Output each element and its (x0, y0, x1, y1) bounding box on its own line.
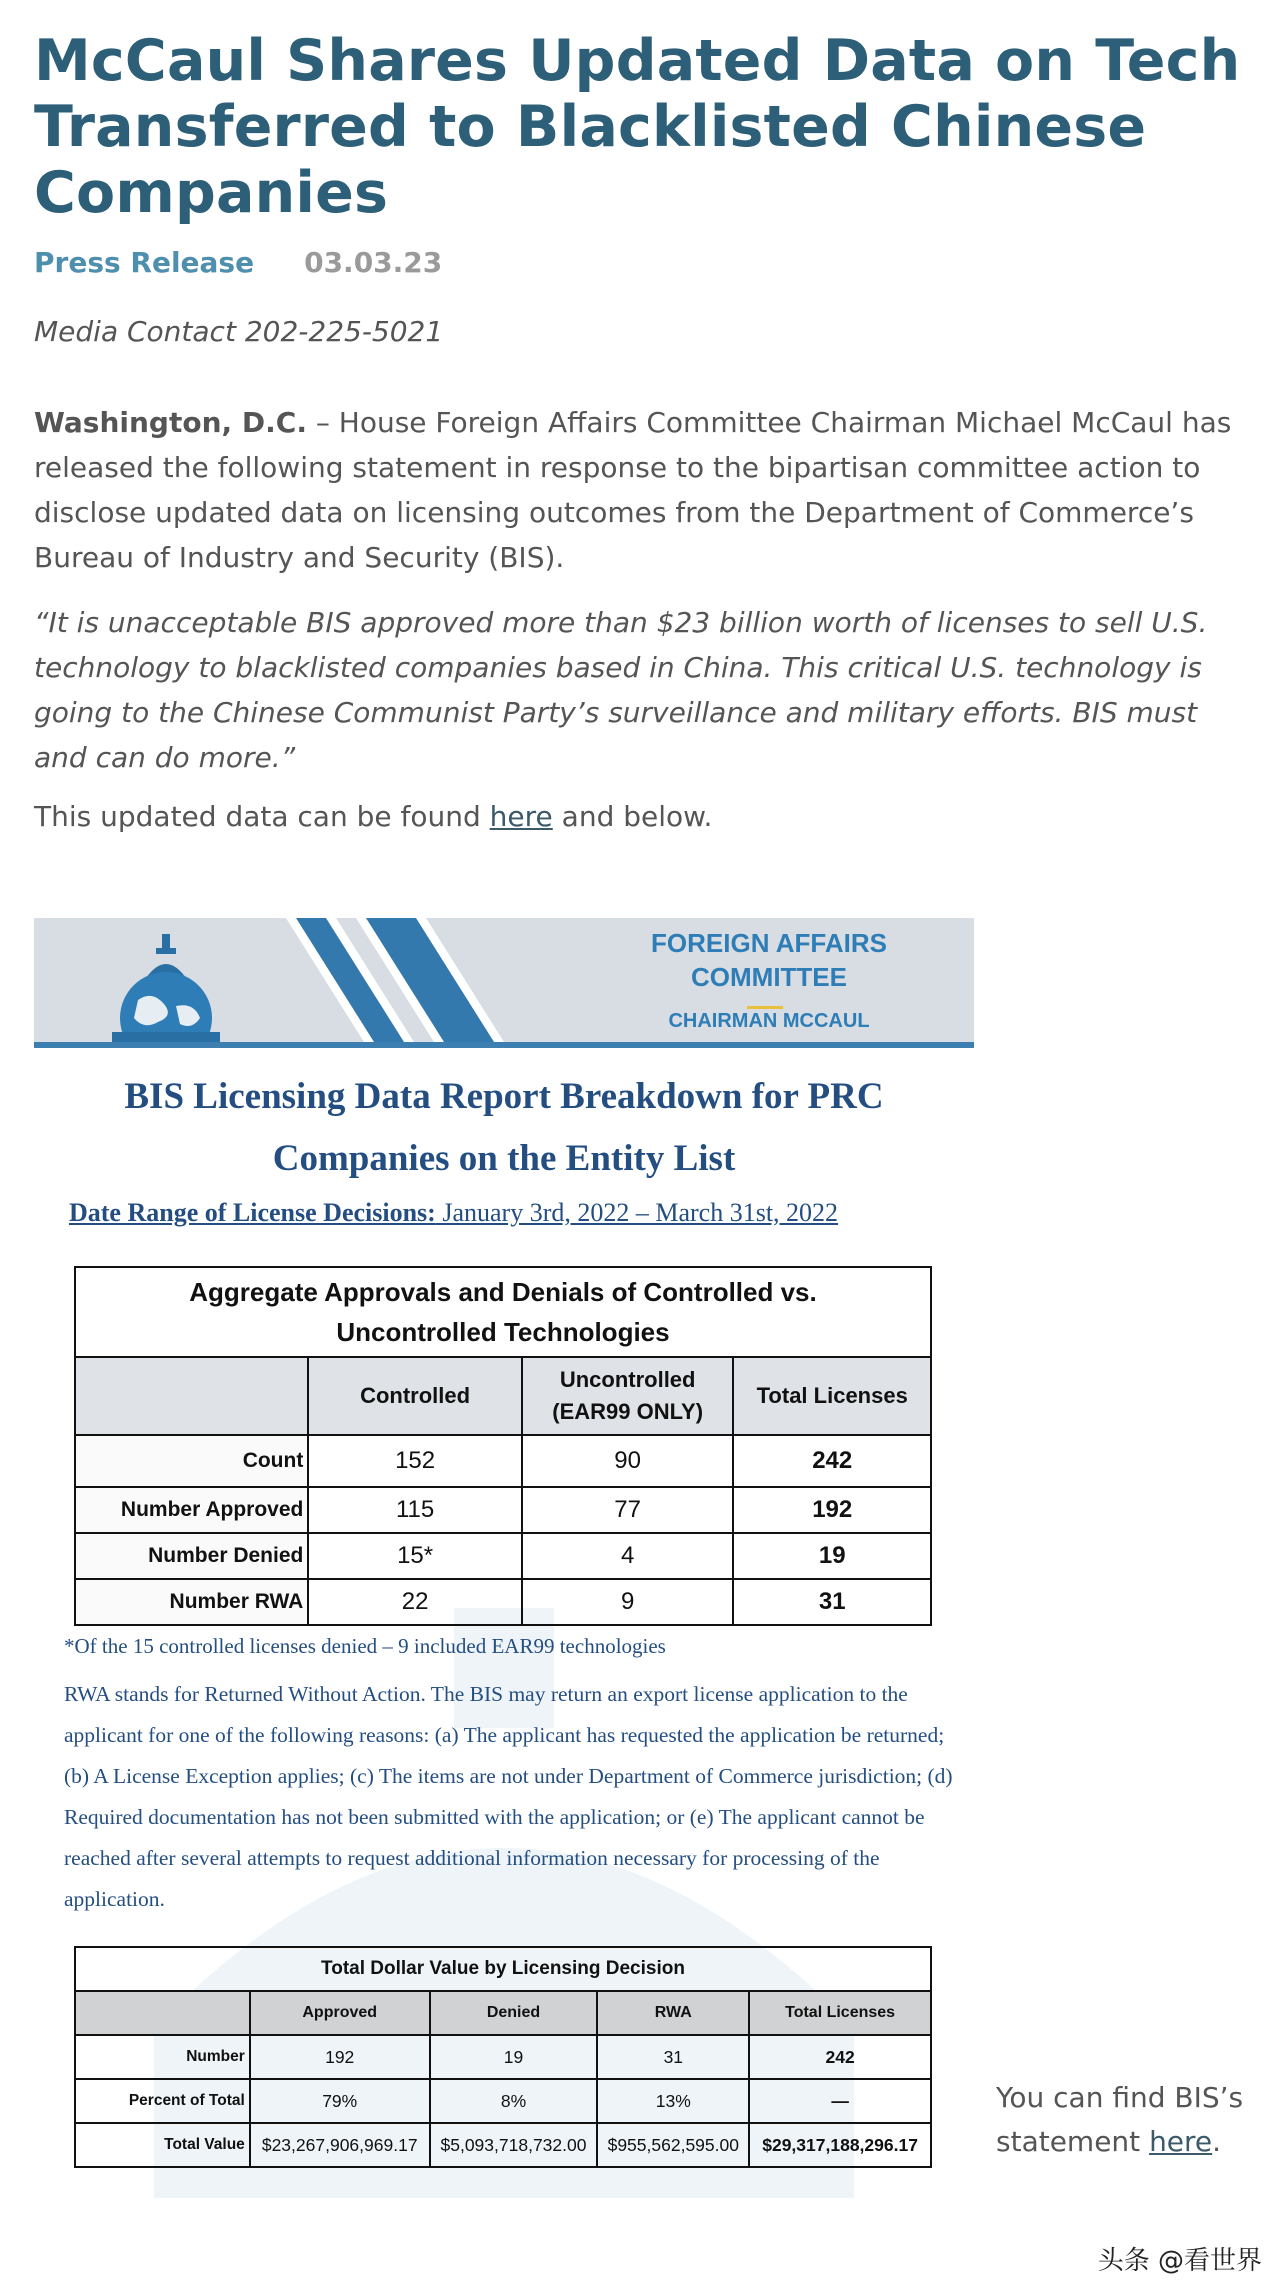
gold-divider (747, 1006, 783, 1009)
header-line: (EAR99 ONLY) (552, 1399, 704, 1424)
committee-name (574, 926, 964, 994)
data-link-suffix: and below. (552, 800, 713, 833)
bis-statement-prefix: You can find BIS’s statement (996, 2081, 1244, 2158)
media-contact: Media Contact 202-225-5021 (34, 315, 444, 348)
table-cell: 4 (522, 1533, 734, 1579)
lead-text: – House Foreign Affairs Committee Chairman Michael McCaul has released the following statement in response to the bipartisan committee action to disclose updated data on licensing outcomes from the Department of Commerce’s Bureau of Industry and Security (BIS). (34, 406, 1232, 574)
table-cell: 19 (430, 2035, 598, 2079)
bis-here-link[interactable]: here (1149, 2125, 1213, 2158)
row-label: Number RWA (75, 1579, 308, 1625)
bis-statement-suffix: . (1212, 2125, 1222, 2158)
table-cell: $5,093,718,732.00 (430, 2123, 598, 2167)
table-cell: 19 (733, 1533, 931, 1579)
footnote: *Of the 15 controlled licenses denied – 9 included EAR99 technologies (64, 1634, 666, 1658)
table-cell: $23,267,906,969.17 (250, 2123, 430, 2167)
table-header: Total Licenses (733, 1357, 931, 1435)
row-label: Total Value (75, 2123, 250, 2167)
article (34, 28, 1244, 833)
table-cell: 90 (522, 1435, 734, 1487)
report-title-line2: Companies on the Entity List (272, 1138, 736, 1179)
table-header: Total Licenses (749, 1991, 931, 2035)
table-header: RWA (597, 1991, 749, 2035)
table-row (75, 1579, 931, 1625)
table-row (75, 1487, 931, 1533)
table-caption-line1: Aggregate Approvals and Denials of Controlled vs. (189, 1277, 817, 1307)
table-cell: 8% (430, 2079, 598, 2123)
row-label: Number (75, 2035, 250, 2079)
date-range-value: January 3rd, 2022 – March 31st, 2022 (435, 1198, 839, 1227)
date-range (69, 1198, 838, 1228)
table-cell: 9 (522, 1579, 734, 1625)
quote-paragraph: “It is unacceptable BIS approved more than $23 billion worth of licenses to sell U.S. technology to blacklisted companies based in China. This critical U.S. technology is going to the Chinese Communist Party’s surveillance and military efforts. BIS must and can do more.” (34, 606, 1208, 774)
table-caption (75, 1267, 931, 1357)
committee-banner (34, 918, 974, 1048)
bis-statement-paragraph (996, 2076, 1266, 2164)
table-row (75, 2035, 931, 2079)
data-here-link[interactable]: here (489, 800, 553, 833)
table-cell: 79% (250, 2079, 430, 2123)
lead-paragraph (34, 400, 1234, 580)
corner-watermark: 头条 @看世界 (1097, 2246, 1262, 2276)
table-row (75, 2079, 931, 2123)
dateline: Washington, D.C. (34, 406, 307, 439)
header-line: Uncontrolled (559, 1367, 696, 1392)
table-cell: 115 (308, 1487, 522, 1533)
table-header (522, 1357, 734, 1435)
article-meta (34, 246, 1244, 279)
table-header: Denied (430, 1991, 598, 2035)
table-cell: 15* (308, 1533, 522, 1579)
table-caption: Total Dollar Value by Licensing Decision (75, 1947, 931, 1991)
row-label: Count (75, 1435, 308, 1487)
table-cell: 152 (308, 1435, 522, 1487)
table-cell: 242 (733, 1435, 931, 1487)
row-label: Number Denied (75, 1533, 308, 1579)
committee-name-line1: FOREIGN AFFAIRS (651, 928, 887, 958)
publish-date: 03.03.23 (304, 246, 443, 279)
page-title: McCaul Shares Updated Data on Tech Transferred to Blacklisted Chinese Companies (34, 28, 1241, 226)
table-row (75, 1533, 931, 1579)
table-row (75, 2123, 931, 2167)
table-cell: 242 (749, 2035, 931, 2079)
rwa-explanation: RWA stands for Returned Without Action. The BIS may return an export license application to the applicant for one of the following reasons: (a) The applicant has requested the application be returned; (b) A License Exception applies; (c) The items are not under Department of Commerce jurisdiction; (d) Required documentation has not been submitted with the application; or (e) The applicant cannot be reached after several attempts to request additional information necessary for processing of the application. (64, 1682, 953, 1911)
table-cell: — (749, 2079, 931, 2123)
dollar-value-table (74, 1946, 932, 2168)
table-cell: 22 (308, 1579, 522, 1625)
table-cell: $29,317,188,296.17 (749, 2123, 931, 2167)
report-title-line1: BIS Licensing Data Report Breakdown for PRC (124, 1076, 884, 1117)
table-header-blank (75, 1357, 308, 1435)
table-row (75, 1435, 931, 1487)
table-cell: 192 (733, 1487, 931, 1533)
table-cell: 31 (733, 1579, 931, 1625)
row-label: Number Approved (75, 1487, 308, 1533)
table-cell: 31 (597, 2035, 749, 2079)
approvals-denials-table (74, 1266, 932, 1626)
table-header: Controlled (308, 1357, 522, 1435)
table-caption-line2: Uncontrolled Technologies (336, 1317, 670, 1347)
row-label: Percent of Total (75, 2079, 250, 2123)
data-link-paragraph (34, 800, 1244, 833)
table-cell: $955,562,595.00 (597, 2123, 749, 2167)
report-image (34, 918, 974, 2208)
table-header: Approved (250, 1991, 430, 2035)
table-cell: 77 (522, 1487, 734, 1533)
table-cell: 192 (250, 2035, 430, 2079)
category-link[interactable]: Press Release (34, 246, 255, 279)
chairman-label: CHAIRMAN MCCAUL (668, 1010, 870, 1032)
committee-name-line2: COMMITTEE (691, 962, 847, 992)
table-header-blank (75, 1991, 250, 2035)
data-link-prefix: This updated data can be found (34, 800, 490, 833)
date-range-label: Date Range of License Decisions: (69, 1198, 436, 1227)
report-title (34, 1066, 974, 1190)
table-cell: 13% (597, 2079, 749, 2123)
